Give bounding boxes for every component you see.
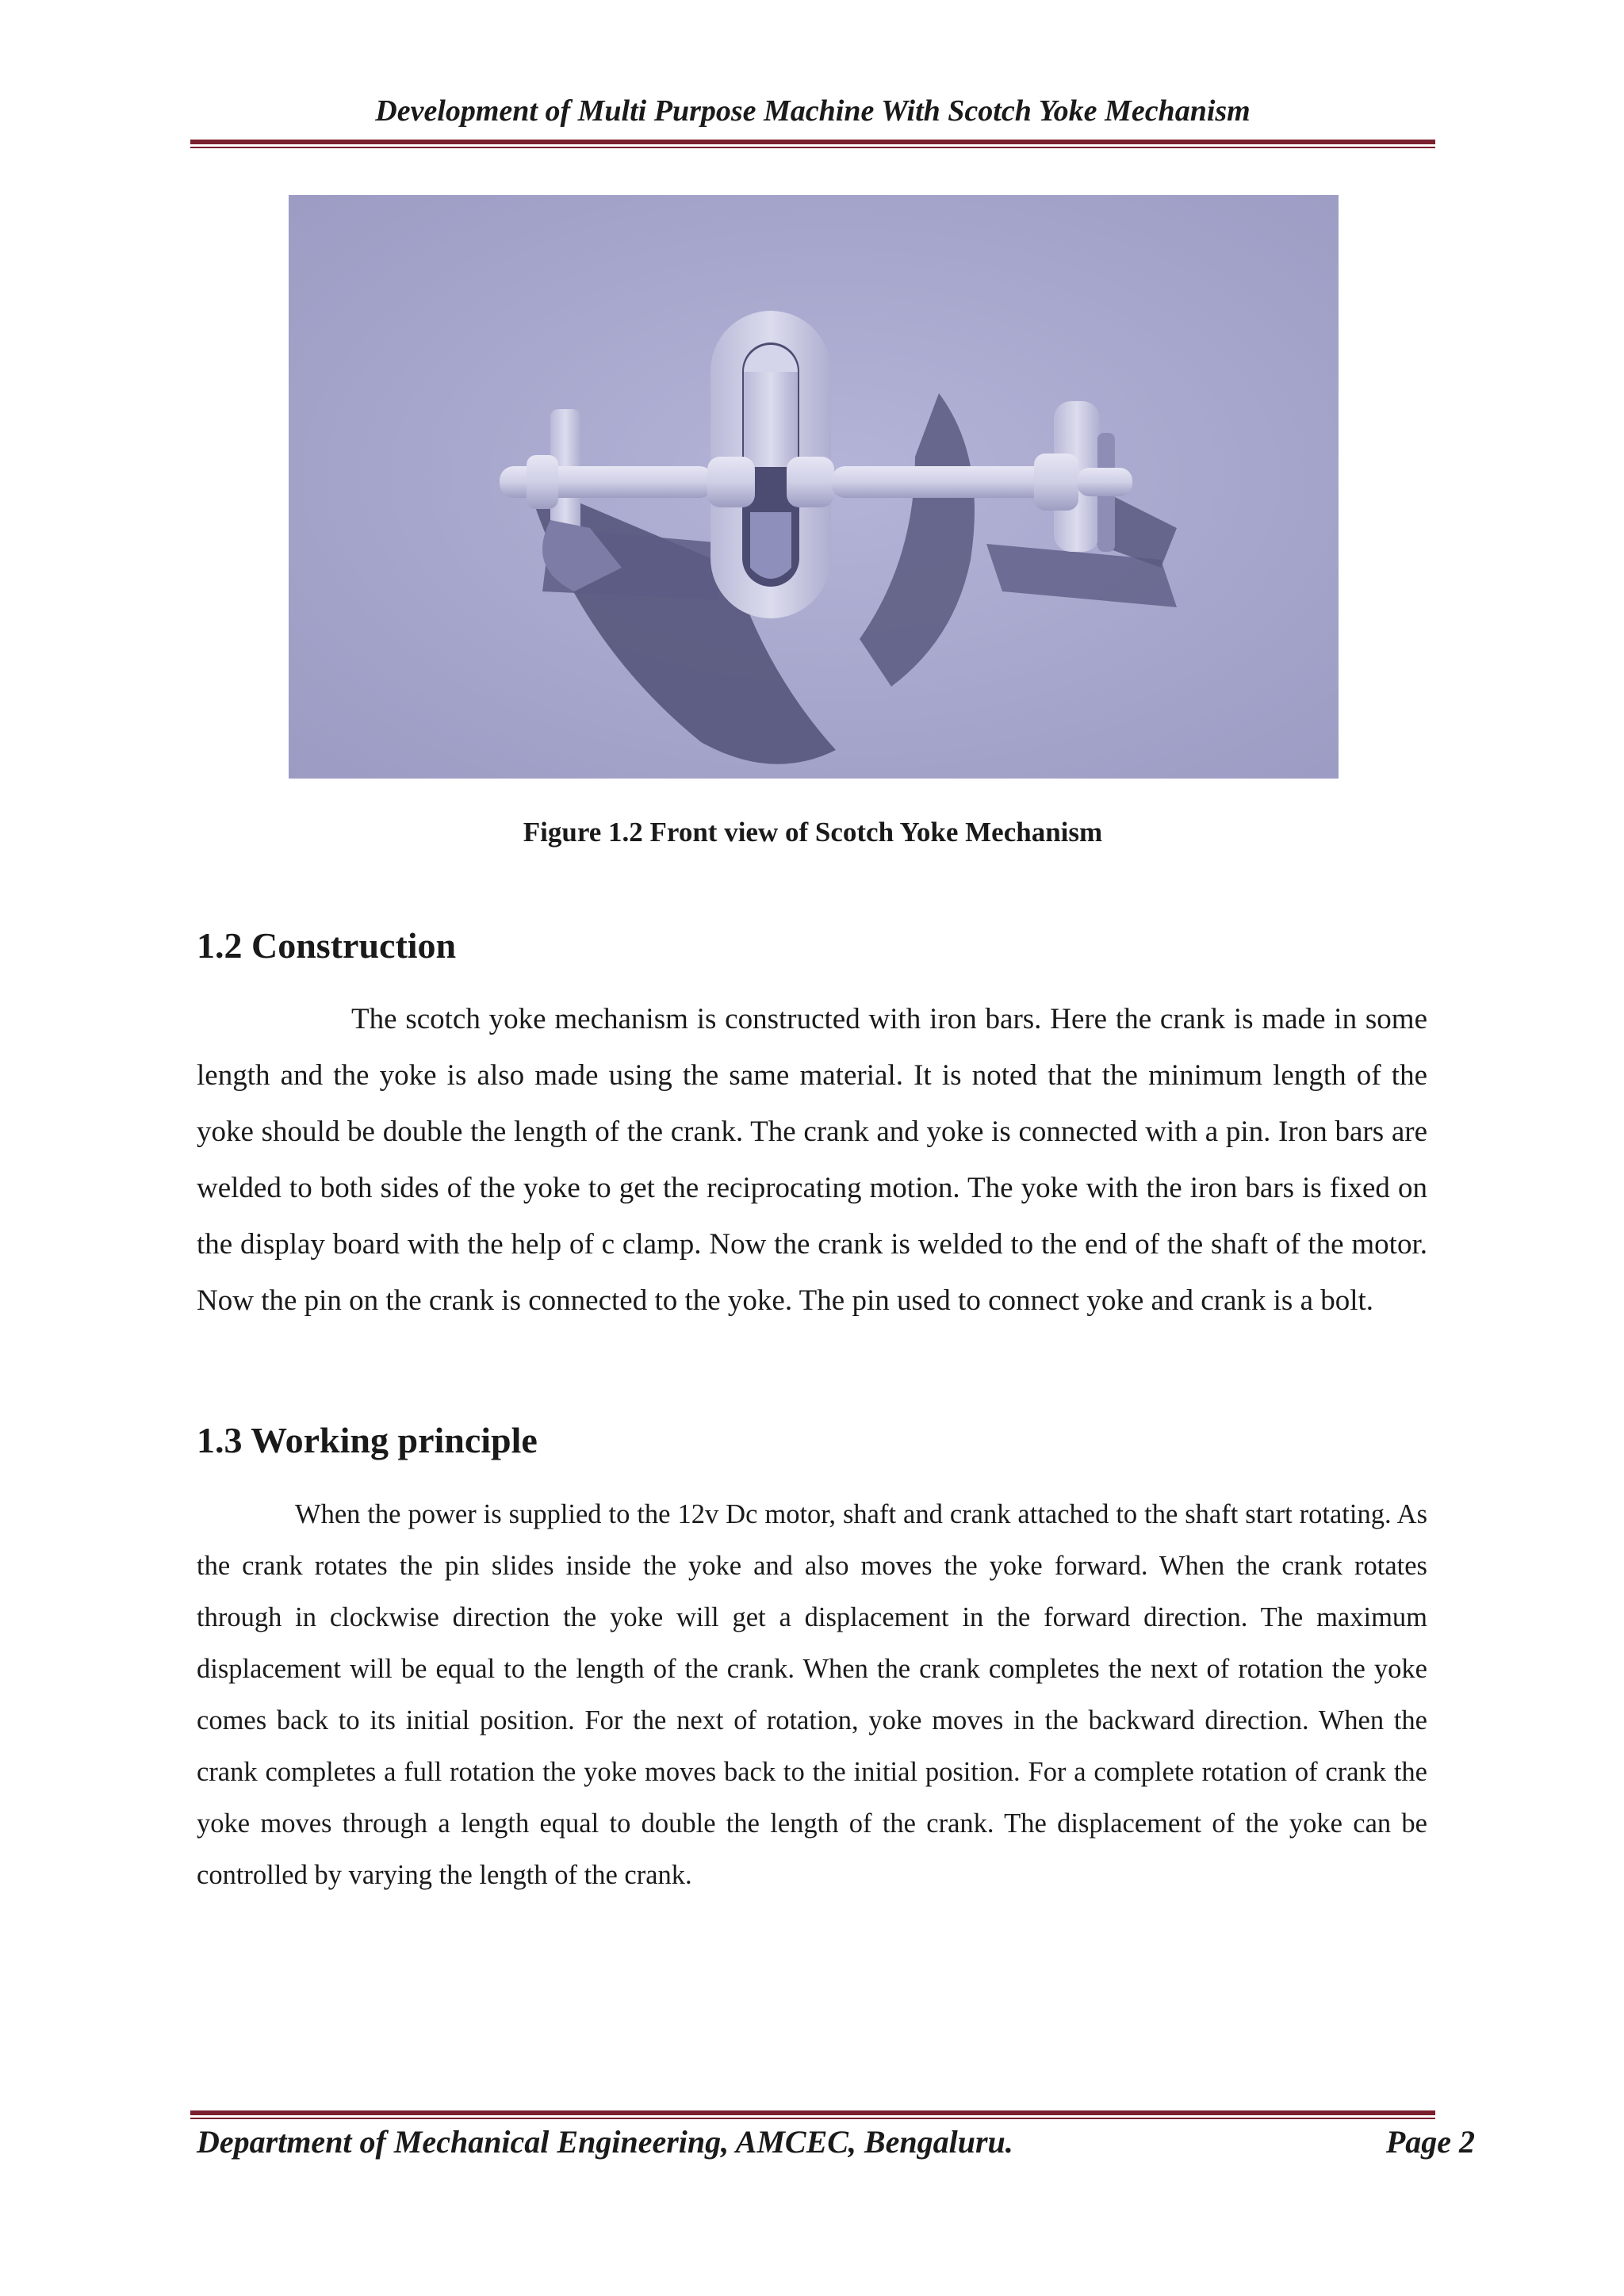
figure-caption: Figure 1.2 Front view of Scotch Yoke Mechanism	[523, 817, 1103, 848]
section-heading-construction: 1.2 Construction	[197, 925, 457, 966]
footer-rule	[190, 2110, 1435, 2119]
section-body-working-principle: When the power is supplied to the 12v Dc motor, shaft and crank attached to the shaft start rotating. As the crank rotates the pin slides inside the yoke and also moves the yoke forward. When the crank rotates through in clockwise direction the yoke will get a displacement in the forward direction. The maximum displacement will be equal to the length of the crank. When the crank completes the next of rotation the yoke comes back to its initial position. For the next of rotation, yoke moves in the backward direction. When the crank completes a full rotation the yoke moves back to the initial position. For a complete rotation of crank the yoke moves through a length equal to double the length of the crank. The displacement of the yoke can be controlled by varying the length of the crank.	[197, 1499, 1427, 1890]
right-hub	[787, 457, 834, 507]
section-body-construction: The scotch yoke mechanism is constructed with iron bars. Here the crank is made in some length and the yoke is also made using the same material. It is noted that the minimum length of the yoke should be double the length of the crank. The crank and yoke is connected with a pin. Iron bars are welded to both sides of the yoke to get the reciprocating motion. The yoke with the iron bars is fixed on the display board with the help of c clamp. Now the crank is welded to the end of the shaft of the motor. Now the pin on the crank is connected to the yoke. The pin used to connect yoke and crank is a bolt.	[197, 1003, 1427, 1317]
footer-department: Department of Mechanical Engineering, AMCEC, Bengaluru.	[197, 2124, 1013, 2160]
shadow-shape	[860, 393, 975, 687]
yoke-slot-highlight	[750, 512, 791, 579]
left-hub	[707, 457, 755, 507]
scotch-yoke-render	[289, 195, 1339, 779]
page-footer	[197, 2123, 1475, 2160]
header-rule	[190, 140, 1435, 148]
page-number: Page 2	[1385, 2124, 1475, 2160]
running-header-title: Development of Multi Purpose Machine With Scotch Yoke Mechanism	[375, 94, 1251, 128]
left-collar	[527, 455, 558, 509]
crank-pin-body	[744, 372, 798, 467]
right-rod	[831, 466, 1061, 498]
right-rod-end	[1077, 468, 1132, 496]
scotch-yoke-figure	[289, 195, 1339, 779]
right-collar	[1034, 453, 1078, 511]
section-heading-working-principle: 1.3 Working principle	[197, 1420, 538, 1460]
